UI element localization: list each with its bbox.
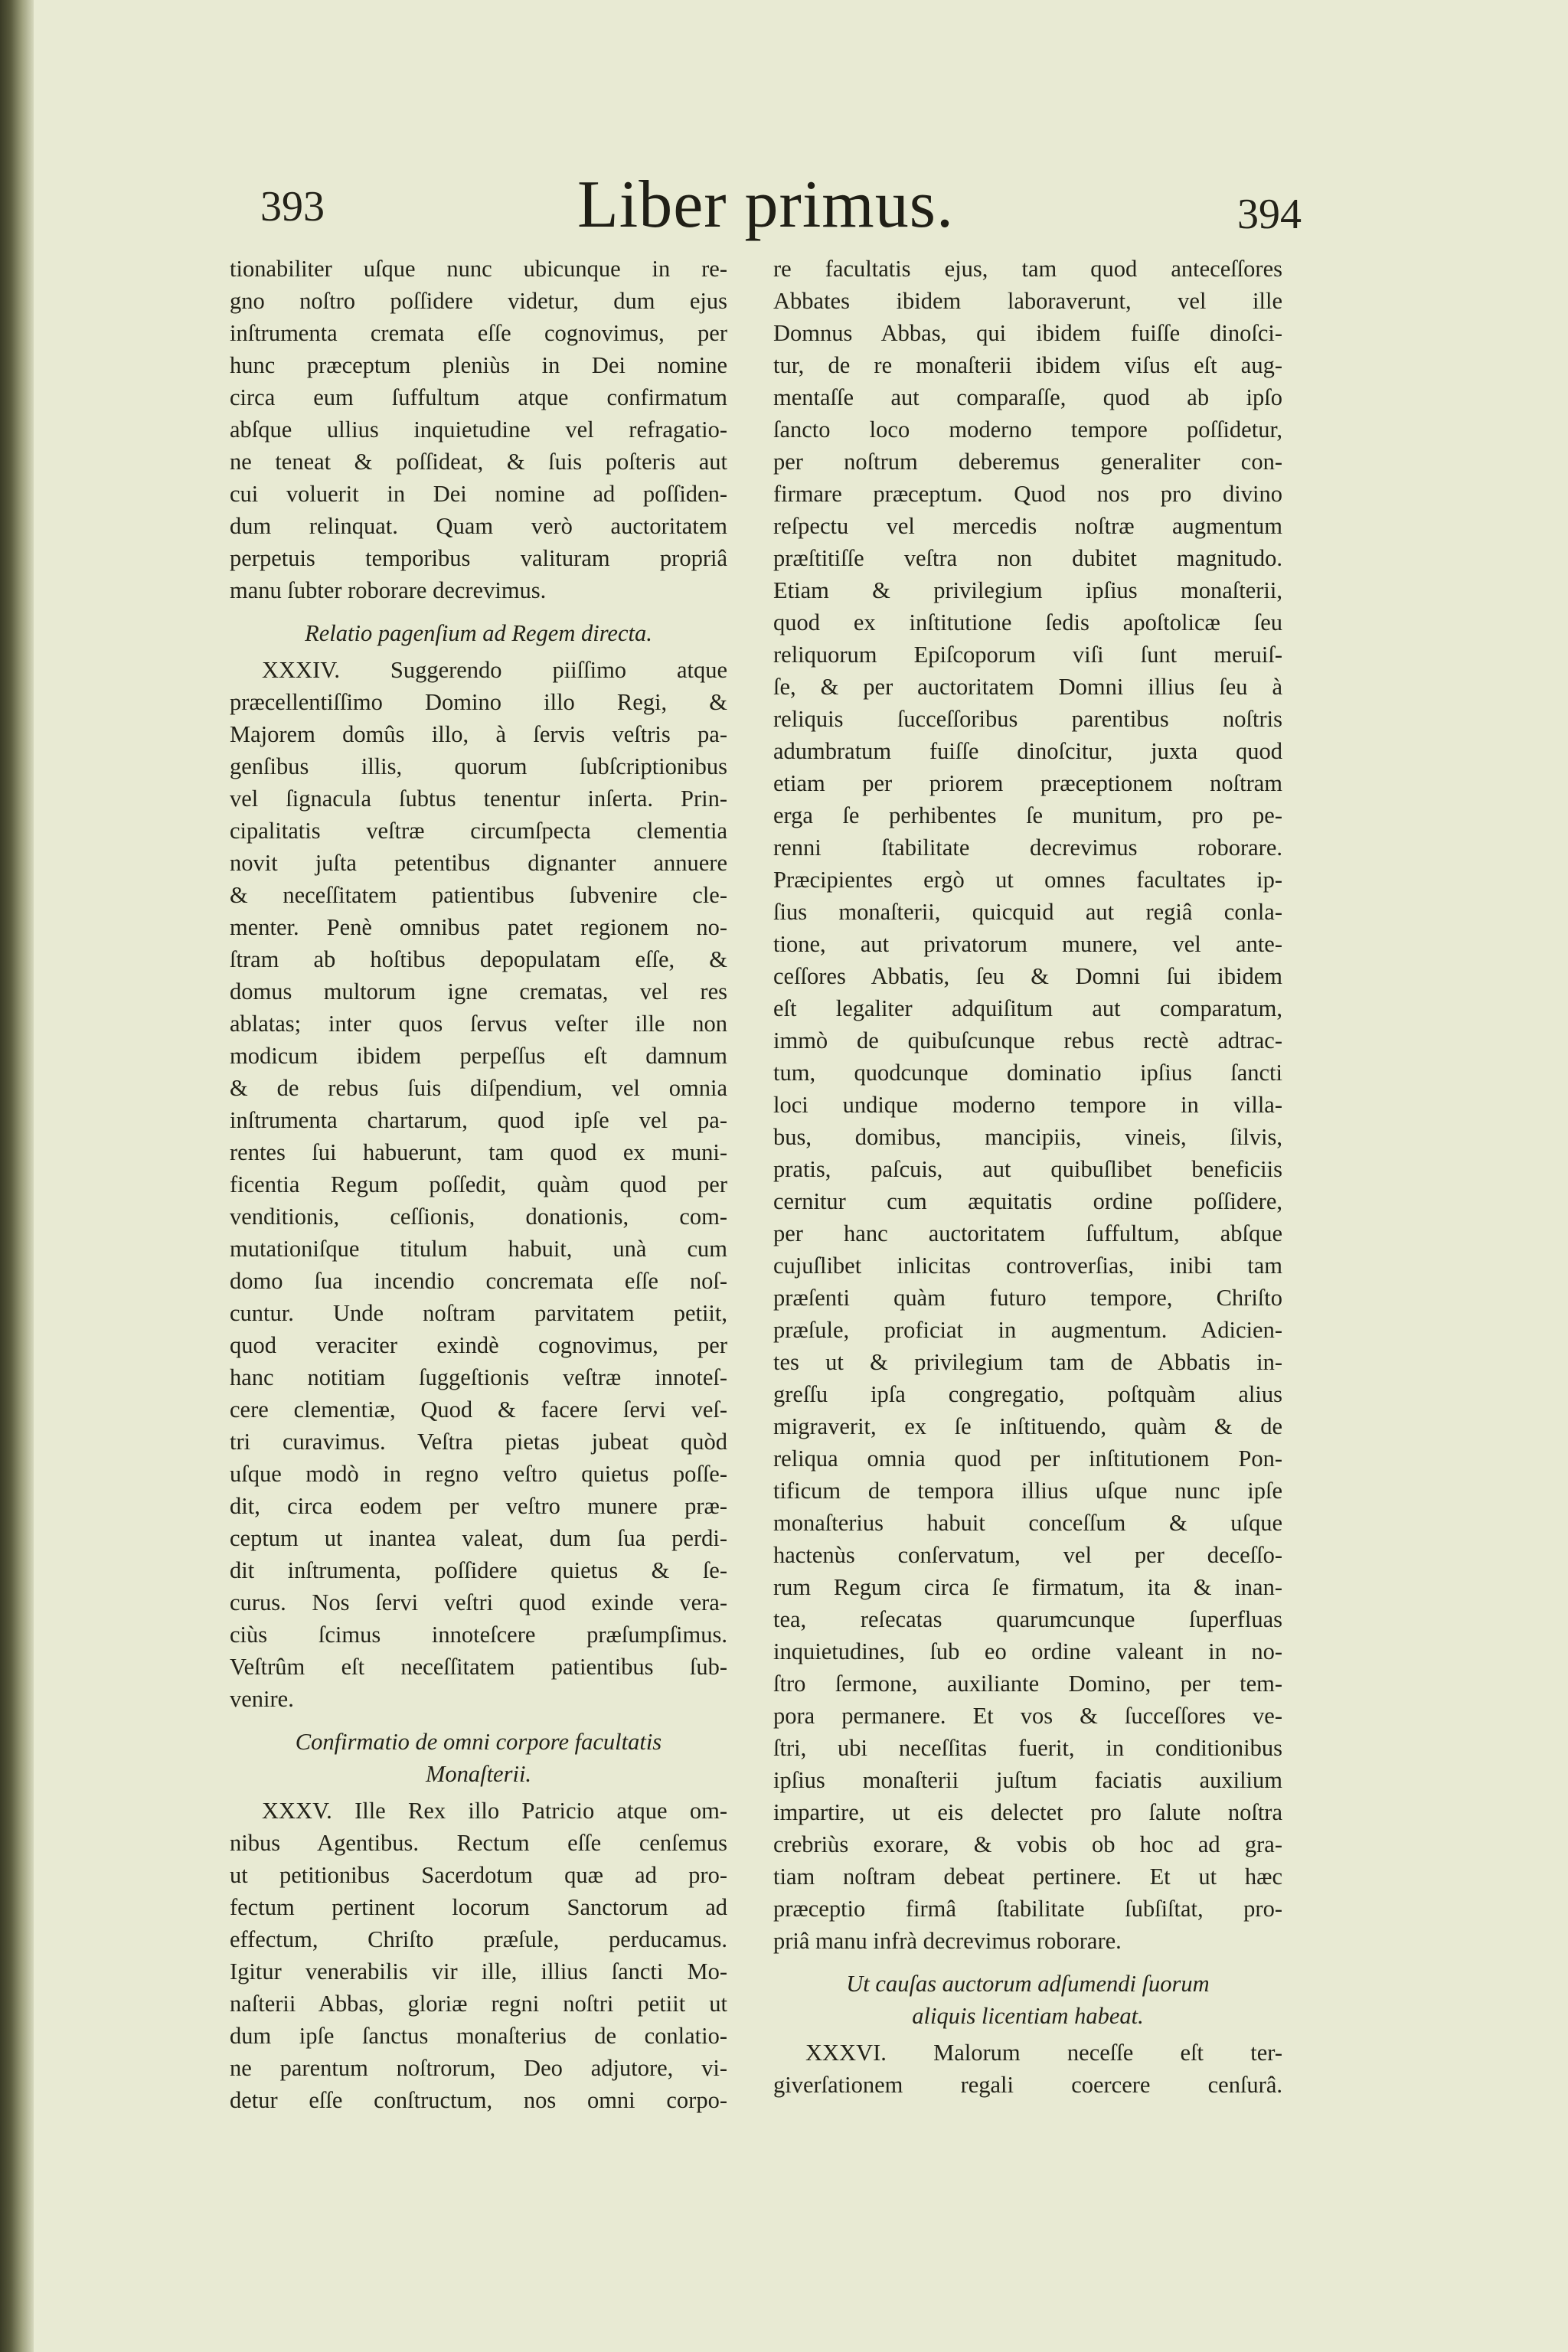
text-line: cuntur. Unde noſtram parvitatem petiit,: [230, 1300, 727, 1326]
text-line: crebriùs exorare, & vobis ob hoc ad gra-: [773, 1831, 1282, 1857]
text-line: adumbratum fuiſſe dinoſcitur, juxta quod: [773, 738, 1282, 764]
text-line: reliqua omnia quod per inſtitutionem Pon-: [773, 1446, 1282, 1472]
text-line: circa eum ſuffultum atque confirmatum: [230, 384, 727, 410]
text-line: venire.: [230, 1686, 294, 1712]
text-line: ciùs ſcimus innoteſcere præſumpſimus.: [230, 1622, 727, 1648]
text-line: XXXV. Ille Rex illo Patricio atque om-: [262, 1798, 727, 1824]
text-line: tionabiliter uſque nunc ubicunque in re-: [230, 256, 727, 282]
text-line: genſibus illis, quorum ſubſcriptionibus: [230, 753, 727, 779]
section-heading-ut-causas-2: aliquis licentiam habeat.: [912, 2003, 1144, 2029]
text-line: rum Regum circa ſe firmatum, ita & inan-: [773, 1574, 1282, 1600]
text-line: & de rebus ſuis diſpendium, vel omnia: [230, 1075, 727, 1101]
text-line: giverſationem regali coercere cenſurâ.: [773, 2072, 1282, 2098]
text-line: quod veraciter exindè cognovimus, per: [230, 1332, 727, 1358]
section-heading-confirmatio-1: Confirmatio de omni corpore facultatis: [295, 1729, 662, 1755]
text-line: domo ſua incendio concremata eſſe noſ-: [230, 1268, 727, 1294]
text-line: præcellentiſſimo Domino illo Regi, &: [230, 689, 727, 715]
text-line: perpetuis temporibus valituram propriâ: [230, 545, 727, 571]
text-line: ſtri, ubi neceſſitas fuerit, in conditionibus: [773, 1735, 1282, 1761]
left-paragraph-3: [230, 1795, 727, 2116]
text-line: ſe, & per auctoritatem Domni illius ſeu à: [773, 674, 1282, 700]
text-line: reſpectu vel mercedis noſtræ augmentum: [773, 513, 1282, 539]
text-line: quod ex inſtitutione ſedis apoſtolicæ ſeu: [773, 609, 1282, 635]
right-column: [773, 253, 1282, 2101]
text-line: abſque ullius inquietudine vel refragatio-: [230, 416, 727, 443]
text-line: firmare præceptum. Quod nos pro divino: [773, 481, 1282, 507]
text-line: loci undique moderno tempore in villa-: [773, 1092, 1282, 1118]
text-line: nibus Agentibus. Rectum eſſe cenſemus: [230, 1830, 727, 1856]
text-line: erga ſe perhibentes ſe munitum, pro pe-: [773, 802, 1282, 828]
text-line: fectum pertinent locorum Sanctorum ad: [230, 1894, 727, 1920]
text-line: cujuſlibet inlicitas controverſias, inibi tam: [773, 1253, 1282, 1279]
text-line: ne parentum noſtrorum, Deo adjutore, vi-: [230, 2055, 727, 2081]
text-line: novit juſta petentibus dignanter annuere: [230, 850, 727, 876]
text-line: monaſterius habuit conceſſum & uſque: [773, 1510, 1282, 1536]
text-line: priâ manu infrà decrevimus roborare.: [773, 1928, 1122, 1954]
text-line: cernitur cum æquitatis ordine poſſidere,: [773, 1188, 1282, 1214]
text-line: inſtrumenta chartarum, quod ipſe vel pa-: [230, 1107, 727, 1133]
text-line: tes ut & privilegium tam de Abbatis in-: [773, 1349, 1282, 1375]
text-line: Veſtrûm eſt neceſſitatem patientibus ſub-: [230, 1654, 727, 1680]
text-line: cere clementiæ, Quod & facere ſervi veſ-: [230, 1396, 727, 1423]
page-header: [222, 168, 1309, 253]
text-line: cui voluerit in Dei nomine ad poſſiden-: [230, 481, 727, 507]
text-line: manu ſubter roborare decrevimus.: [230, 577, 547, 603]
text-line: Abbates ibidem laboraverunt, vel ille: [773, 288, 1282, 314]
running-title: Liber primus.: [577, 168, 954, 242]
text-line: Igitur venerabilis vir ille, illius ſancti Mo-: [230, 1958, 727, 1984]
text-line: menter. Penè omnibus patet regionem no-: [230, 914, 727, 940]
text-line: ipſius monaſterii juſtum faciatis auxilium: [773, 1767, 1282, 1793]
text-line: migraverit, ex ſe inſtituendo, quàm & de: [773, 1413, 1282, 1439]
text-line: vel ſignacula ſubtus tenentur inſerta. Prin-: [230, 786, 727, 812]
text-line: inſtrumenta cremata eſſe cognovimus, per: [230, 320, 727, 346]
text-line: tri curavimus. Veſtra pietas jubeat quòd: [230, 1429, 727, 1455]
text-line: effectum, Chriſto præſule, perducamus.: [230, 1926, 727, 1952]
text-line: tum, quodcunque dominatio ipſius ſancti: [773, 1060, 1282, 1086]
text-line: Majorem domûs illo, à ſervis veſtris pa-: [230, 721, 727, 747]
text-line: per noſtrum deberemus generaliter con-: [773, 449, 1282, 475]
text-line: dit inſtrumenta, poſſidere quietus & ſe-: [230, 1557, 727, 1583]
text-line: XXXIV. Suggerendo piiſſimo atque: [262, 657, 727, 683]
text-line: gno noſtro poſſidere videtur, dum ejus: [230, 288, 727, 314]
text-line: reliquorum Epiſcoporum viſi ſunt meruiſ-: [773, 642, 1282, 668]
text-line: curus. Nos ſervi veſtri quod exinde vera-: [230, 1589, 727, 1615]
text-line: domus multorum igne crematas, vel res: [230, 978, 727, 1004]
text-line: per hanc auctoritatem ſuffultum, abſque: [773, 1220, 1282, 1246]
text-line: detur eſſe conſtructum, nos omni corpo-: [230, 2087, 727, 2113]
right-paragraph-2: [773, 2037, 1282, 2101]
text-line: tea, reſecatas quarumcunque ſuperfluas: [773, 1606, 1282, 1632]
text-line: Præcipientes ergò ut omnes facultates ip-: [773, 867, 1282, 893]
text-line: ſius monaſterii, quicquid aut regiâ conla-: [773, 899, 1282, 925]
text-line: greſſu ipſa congregatio, poſtquàm alius: [773, 1381, 1282, 1407]
text-line: uſque modò in regno veſtro quietus poſſe-: [230, 1461, 727, 1487]
right-paragraph-1: [773, 253, 1282, 1957]
book-gutter-shadow: [0, 0, 34, 2352]
text-line: ne teneat & poſſideat, & ſuis poſteris aut: [230, 449, 727, 475]
section-heading-confirmatio-2: Monaſterii.: [425, 1761, 532, 1787]
text-line: venditionis, ceſſionis, donationis, com-: [230, 1204, 727, 1230]
left-column: [230, 253, 727, 2116]
text-line: inquietudines, ſub eo ordine valeant in no-: [773, 1638, 1282, 1664]
section-heading-ut-causas-1: Ut cauſas auctorum adſumendi ſuorum: [846, 1971, 1210, 1997]
text-line: modicum ibidem perpeſſus eſt damnum: [230, 1043, 727, 1069]
page-number-right: 394: [1237, 191, 1302, 238]
text-line: renni ſtabilitate decrevimus roborare.: [773, 835, 1282, 861]
text-line: re facultatis ejus, tam quod anteceſſores: [773, 256, 1282, 282]
text-line: immò de quibuſcunque rebus rectè adtrac-: [773, 1027, 1282, 1054]
section-heading-relatio: Relatio pagenſium ad Regem directa.: [305, 620, 652, 646]
text-line: ablatas; inter quos ſervus veſter ille non: [230, 1011, 727, 1037]
left-paragraph-1: [230, 253, 727, 606]
text-line: tificum de tempora illius uſque nunc ipſe: [773, 1478, 1282, 1504]
text-line: tiam noſtram debeat pertinere. Et ut hæc: [773, 1864, 1282, 1890]
text-line: tione, aut privatorum munere, vel ante-: [773, 931, 1282, 957]
text-line: præſenti quàm futuro tempore, Chriſto: [773, 1285, 1282, 1311]
text-line: reliquis ſucceſſoribus parentibus noſtris: [773, 706, 1282, 732]
text-line: eſt legaliter adquiſitum aut comparatum,: [773, 995, 1282, 1021]
text-line: Domnus Abbas, qui ibidem fuiſſe dinoſci-: [773, 320, 1282, 346]
text-line: impartire, ut eis delectet pro ſalute noſtra: [773, 1799, 1282, 1825]
text-line: pratis, paſcuis, aut quibuſlibet beneficiis: [773, 1156, 1282, 1182]
text-line: hanc notitiam ſuggeſtionis veſtræ innoteſ-: [230, 1364, 727, 1390]
text-line: præceptio firmâ ſtabilitate ſubſiſtat, pro-: [773, 1896, 1282, 1922]
text-line: hactenùs conſervatum, vel per deceſſo-: [773, 1542, 1282, 1568]
text-line: naſterii Abbas, gloriæ regni noſtri petiit ut: [230, 1991, 727, 2017]
text-line: XXXVI. Malorum neceſſe eſt ter-: [805, 2040, 1282, 2066]
text-line: mentaſſe aut comparaſſe, quod ab ipſo: [773, 384, 1282, 410]
text-line: Etiam & privilegium ipſius monaſterii,: [773, 577, 1282, 603]
text-line: dit, circa eodem per veſtro munere præ-: [230, 1493, 727, 1519]
text-line: cipalitatis veſtræ circumſpecta clementia: [230, 818, 727, 844]
text-line: ceptum ut inantea valeat, dum ſua perdi-: [230, 1525, 727, 1551]
text-line: ſancto loco moderno tempore poſſidetur,: [773, 416, 1282, 443]
text-line: ut petitionibus Sacerdotum quæ ad pro-: [230, 1862, 727, 1888]
text-line: tur, de re monaſterii ibidem viſus eſt aug-: [773, 352, 1282, 378]
text-line: præſtitiſſe veſtra non dubitet magnitudo.: [773, 545, 1282, 571]
left-paragraph-2: [230, 654, 727, 1715]
text-line: dum ipſe ſanctus monaſterius de conlatio-: [230, 2023, 727, 2049]
text-line: ceſſores Abbatis, ſeu & Domni ſui ibidem: [773, 963, 1282, 989]
text-line: dum relinquat. Quam verò auctoritatem: [230, 513, 727, 539]
text-line: præſule, proficiat in augmentum. Adicien-: [773, 1317, 1282, 1343]
text-line: rentes ſui habuerunt, tam quod ex muni-: [230, 1139, 727, 1165]
text-line: ſtram ab hoſtibus depopulatam eſſe, &: [230, 946, 727, 972]
text-line: bus, domibus, mancipiis, vineis, ſilvis,: [773, 1124, 1282, 1150]
text-line: ſtro ſermone, auxiliante Domino, per tem-: [773, 1671, 1282, 1697]
text-line: pora permanere. Et vos & ſucceſſores ve-: [773, 1703, 1282, 1729]
text-line: mutationiſque titulum habuit, unà cum: [230, 1236, 727, 1262]
text-line: etiam per priorem præceptionem noſtram: [773, 770, 1282, 796]
text-line: ficentia Regum poſſedit, quàm quod per: [230, 1171, 727, 1197]
page-number-left: 393: [260, 183, 325, 230]
text-line: & neceſſitatem patientibus ſubvenire cle-: [230, 882, 727, 908]
text-line: hunc præceptum pleniùs in Dei nomine: [230, 352, 727, 378]
